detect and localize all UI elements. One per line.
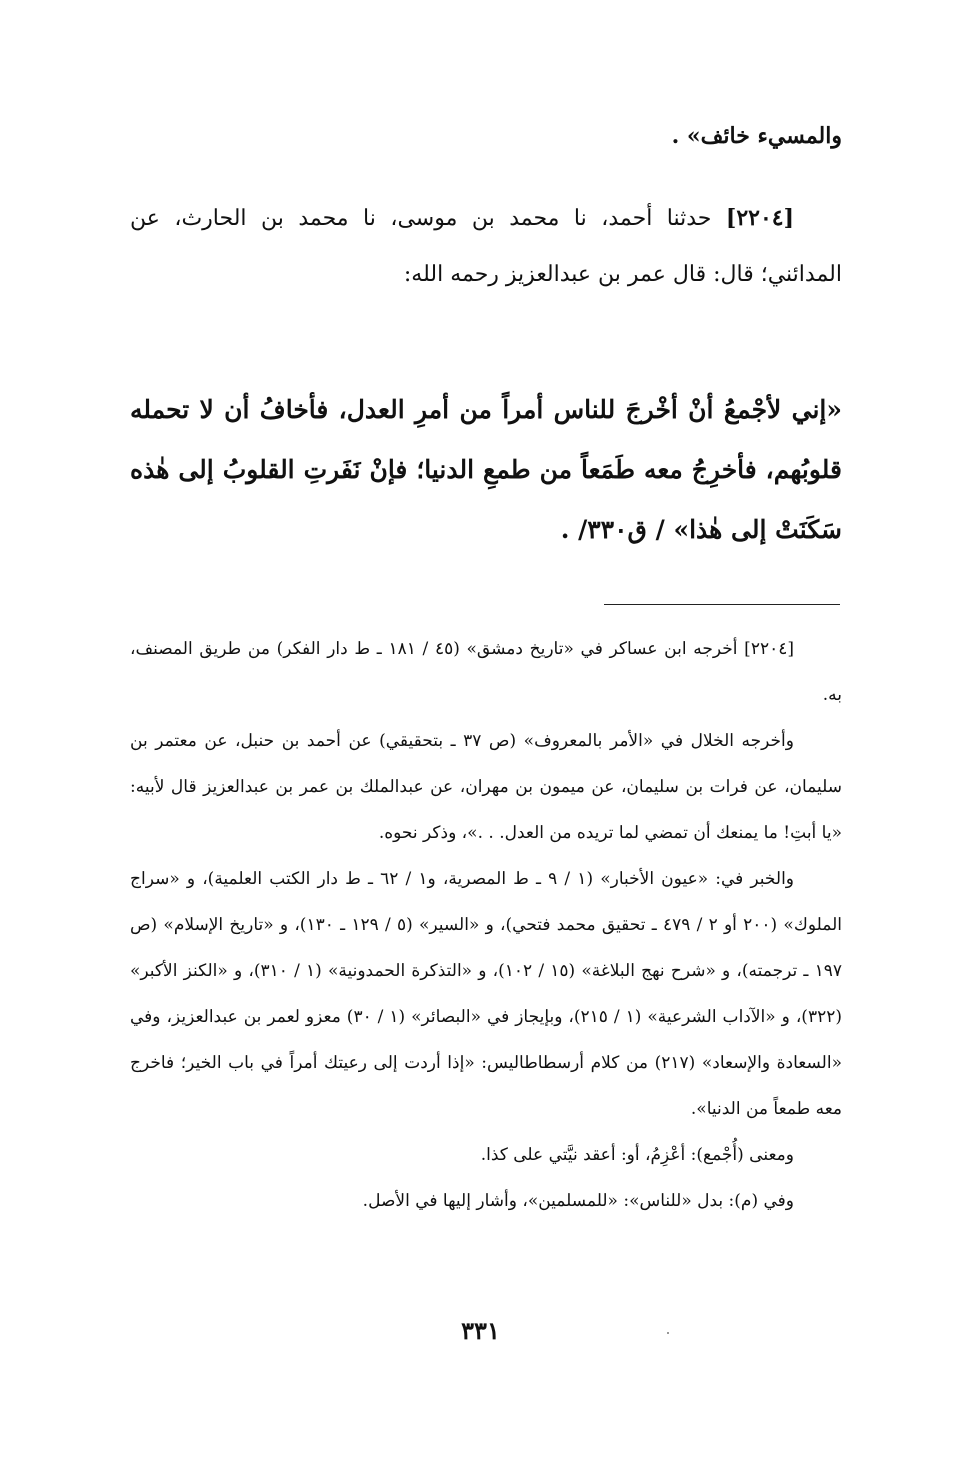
scan-speck: [667, 1332, 669, 1334]
footnote-variant: وفي (م): بدل «للناس»: «للمسلمين»، وأشار إليها في الأصل.: [362, 1191, 794, 1211]
footnote-meaning: ومعنى (أُجْمع): أعْزِمُ، أو: أعقد نيَّتي على كذا.: [480, 1145, 794, 1165]
continuation-line: والمسيء خائف» .: [671, 123, 842, 149]
footnote-references: والخبر في: «عيون الأخبار» (١ / ٩ ـ ط المصرية، و١ / ٦٢ ـ ط دار الكتب العلمية)، و «سراج الملوك» (٢٠٠ أو ٢ / ٤٧٩ ـ تحقيق محمد فتحي)، و «السير» (٥ / ١٢٩ ـ ١٣٠)، و «تاريخ الإسلام» (ص ١٩٧ ـ ترجمته)، و «شرح نهج البلاغة» (١٥ / ١٠٢)، و «التذكرة الحمدونية» (١ / ٣١٠)، و «الكنز الأكبر» (٣٢٢)، و «الآداب الشرعية» (١ / ٢١٥)، وبإيجاز في «البصائر» (١ / ٣٠) معزو لعمر بن عبدالعزيز، وفي «السعادة والإسعاد» (٢١٧) من كلام أرسطاطاليس: «إذا أردت إلى رعيتك أمراً في باب الخير؛ فاخرج معه طمعاً من الدنيا».: [130, 869, 842, 1119]
hadith-chain: حدثنا أحمد، نا محمد بن موسى، نا محمد بن الحارث، عن المدائني؛ قال: قال عمر بن عبدالعزيز رحمه الله:: [130, 206, 842, 287]
hadith-paragraph: [130, 190, 842, 303]
footnote-source: [٢٢٠٤] أخرجه ابن عساكر في «تاريخ دمشق» (٤٥ / ١٨١ ـ ط دار الفكر) من طريق المصنف، به.: [130, 639, 842, 705]
hadith-number: [٢٢٠٤]: [725, 205, 794, 231]
hadith-quote: «إني لأجْمعُ أنْ أخْرجَ للناس أمراً من أمرِ العدل، فأخافُ أن لا تحمله قلوبُهم، فأخرِجُ معه طَمَعاً من طمعِ الدنيا؛ فإنْ نَفَرتِ القلوبُ إلى هٰذه سَكَنَتْ إلى هٰذا» / ق٣٣٠/ .: [130, 395, 842, 544]
page-number: ٣٣١: [461, 1316, 500, 1345]
footnote-separator: [604, 604, 840, 605]
footnote-khallal: وأخرجه الخلال في «الأمر بالمعروف» (ص ٣٧ ـ بتحقيقي) عن أحمد بن حنبل، عن معتمر بن سليمان، عن فرات بن سليمان، عن ميمون بن مهران، عن عبدالملك بن عمر بن عبدالعزيز قال لأبيه: «يا أبتِ! ما يمنعك أن تمضي لما تريده من العدل. . .»، وذكر نحوه.: [130, 731, 842, 843]
footnotes: [130, 626, 842, 1224]
